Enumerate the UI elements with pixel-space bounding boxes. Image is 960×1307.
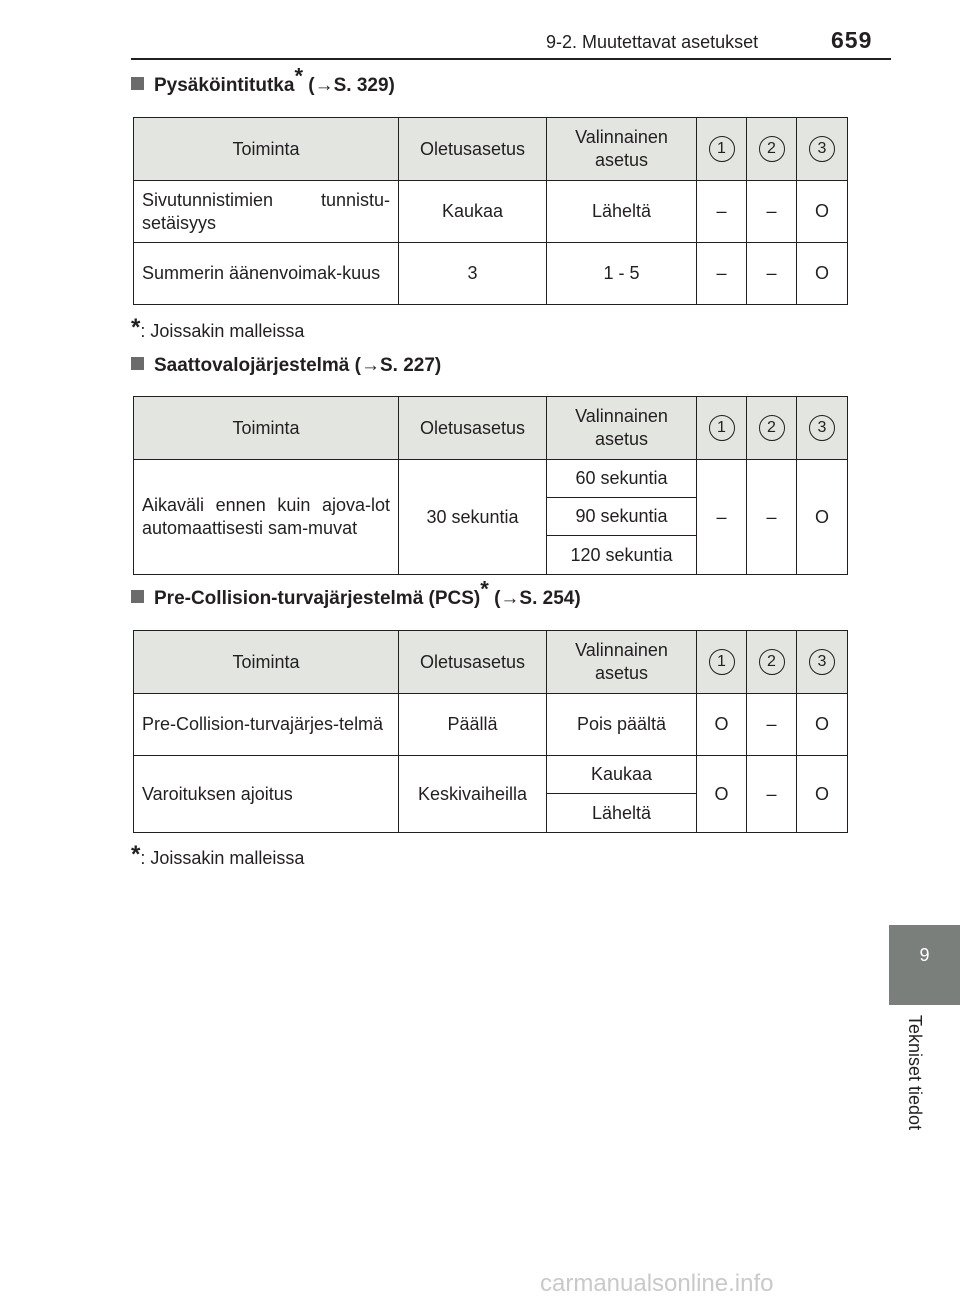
circled-3-icon: 3 bbox=[809, 415, 835, 441]
col-2 bbox=[747, 118, 797, 181]
table-header-row bbox=[134, 118, 848, 181]
col-1 bbox=[697, 118, 747, 181]
table-escort-light bbox=[133, 396, 848, 575]
circled-2-icon: 2 bbox=[759, 649, 785, 675]
asterisk: * bbox=[480, 576, 489, 602]
bullet-square-icon bbox=[131, 590, 144, 603]
circled-3-icon: 3 bbox=[809, 136, 835, 162]
watermark: carmanualsonline.info bbox=[540, 1270, 774, 1297]
col-3 bbox=[797, 631, 848, 694]
table-parking-sensor bbox=[133, 117, 848, 305]
table-row: 90 sekuntia bbox=[134, 498, 848, 536]
page-reference-link[interactable]: (→S. 254) bbox=[488, 588, 581, 609]
table-row: 120 sekuntia bbox=[134, 536, 848, 575]
circled-3-icon: 3 bbox=[809, 649, 835, 675]
col-function: Toiminta bbox=[134, 118, 399, 181]
col-optional: Valinnainen asetus bbox=[547, 118, 697, 181]
table-row: Summerin äänenvoimak-kuus 3 1 - 5 – – O bbox=[134, 243, 848, 305]
asterisk: * bbox=[294, 63, 303, 89]
page-number: 659 bbox=[831, 27, 873, 53]
col-1 bbox=[697, 631, 747, 694]
circled-2-icon: 2 bbox=[759, 136, 785, 162]
col-3 bbox=[797, 118, 848, 181]
col-default: Oletusasetus bbox=[399, 118, 547, 181]
footnote: *: Joissakin malleissa bbox=[131, 314, 305, 341]
table-row: Sivutunnistimien tunnistu-setäisyys Kaukaa Läheltä – – O bbox=[134, 181, 848, 243]
col-function: Toiminta bbox=[134, 397, 399, 460]
section-title: 9-2. Muutettavat asetukset bbox=[546, 32, 759, 52]
table-row: Aikaväli ennen kuin ajova-lot automaattisesti sam-muvat 30 sekuntia 60 sekuntia – – O bbox=[134, 460, 848, 498]
page-reference-link[interactable]: (→S. 329) bbox=[303, 75, 395, 96]
chapter-label: Tekniset tiedot bbox=[905, 1015, 925, 1131]
footnote: *: Joissakin malleissa bbox=[131, 841, 305, 868]
circled-2-icon: 2 bbox=[759, 415, 785, 441]
circled-1-icon: 1 bbox=[709, 415, 735, 441]
heading-parking-sensor: Pysäköintitutka* (→S. 329) bbox=[131, 75, 395, 97]
col-optional: Valinnainen asetus bbox=[547, 397, 697, 460]
col-function: Toiminta bbox=[134, 631, 399, 694]
bullet-square-icon bbox=[131, 77, 144, 90]
page-header bbox=[131, 22, 891, 62]
col-3 bbox=[797, 397, 848, 460]
heading-pcs: Pre-Collision-turvajärjestelmä (PCS)* (→S. 254) bbox=[131, 588, 581, 610]
chapter-number: 9 bbox=[919, 945, 930, 965]
heading-escort-light: Saattovalojärjestelmä (→S. 227) bbox=[131, 355, 441, 377]
col-optional: Valinnainen asetus bbox=[547, 631, 697, 694]
circled-1-icon: 1 bbox=[709, 649, 735, 675]
table-row: Läheltä bbox=[134, 794, 848, 833]
table-row: Varoituksen ajoitus Keskivaiheilla Kaukaa O – O bbox=[134, 756, 848, 794]
page-reference-link[interactable]: (→S. 227) bbox=[349, 355, 442, 376]
header-rule bbox=[131, 58, 891, 60]
table-row: Pre-Collision-turvajärjes-telmä Päällä Pois päältä O – O bbox=[134, 694, 848, 756]
circled-1-icon: 1 bbox=[709, 136, 735, 162]
col-1 bbox=[697, 397, 747, 460]
col-default: Oletusasetus bbox=[399, 397, 547, 460]
bullet-square-icon bbox=[131, 357, 144, 370]
col-2 bbox=[747, 631, 797, 694]
table-header-row bbox=[134, 631, 848, 694]
table-pcs bbox=[133, 630, 848, 833]
table-header-row bbox=[134, 397, 848, 460]
col-default: Oletusasetus bbox=[399, 631, 547, 694]
chapter-tab[interactable] bbox=[889, 925, 960, 1005]
col-2 bbox=[747, 397, 797, 460]
